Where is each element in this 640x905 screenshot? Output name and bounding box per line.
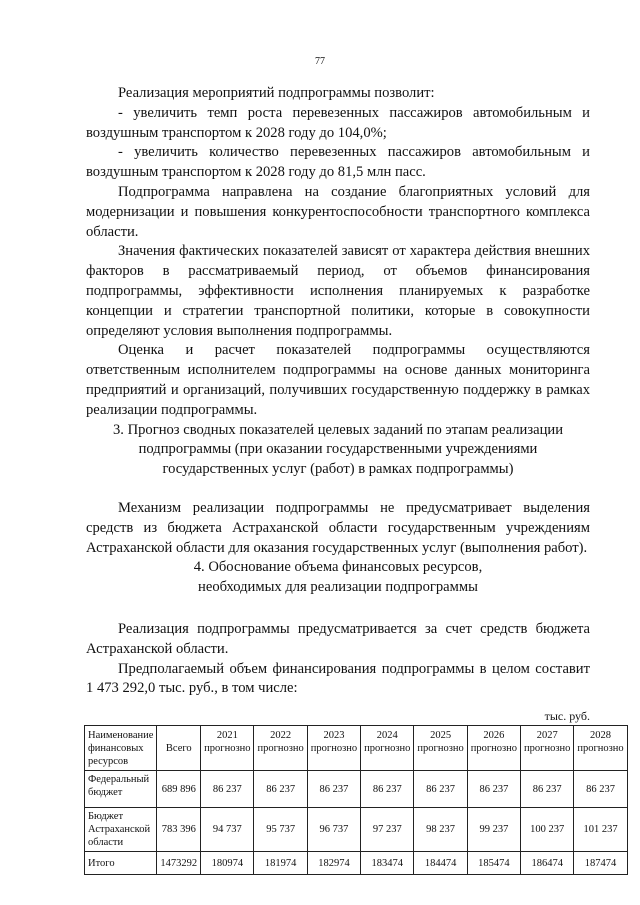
paragraph: Подпрограмма направлена на создание благоприятных условий для модернизации и повышения конкурентоспособности транспортного комплекса области. bbox=[86, 183, 590, 240]
header-year: 2021 прогнозно bbox=[201, 726, 254, 771]
row-value: 86 237 bbox=[414, 771, 467, 808]
row-total: 1473292 bbox=[157, 852, 201, 875]
table-header-row bbox=[85, 726, 628, 771]
row-value: 186474 bbox=[521, 852, 574, 875]
header-year: 2023 прогнозно bbox=[307, 726, 360, 771]
spacer bbox=[86, 480, 590, 499]
row-value: 86 237 bbox=[467, 771, 520, 808]
header-year: 2028 прогнозно bbox=[574, 726, 627, 771]
row-value: 86 237 bbox=[254, 771, 307, 808]
row-value: 98 237 bbox=[414, 808, 467, 852]
row-value: 86 237 bbox=[307, 771, 360, 808]
row-value: 99 237 bbox=[467, 808, 520, 852]
row-name: Итого bbox=[85, 852, 157, 875]
paragraph: Механизм реализации подпрограммы не предусматривает выделения средств из бюджета Астраханской области государственным учреждениям Астраханской области для оказания государственных услуг (выполнения работ). bbox=[86, 499, 590, 556]
paragraph: - увеличить количество перевезенных пассажиров автомобильным и воздушным транспортом к 2028 году до 81,5 млн пасс. bbox=[86, 144, 590, 181]
spacer bbox=[86, 598, 590, 620]
row-value: 182974 bbox=[307, 852, 360, 875]
row-value: 86 237 bbox=[361, 771, 414, 808]
header-total: Всего bbox=[157, 726, 201, 771]
table-row bbox=[85, 808, 628, 852]
document-body bbox=[86, 84, 624, 875]
row-value: 86 237 bbox=[201, 771, 254, 808]
row-value: 187474 bbox=[574, 852, 627, 875]
row-value: 97 237 bbox=[361, 808, 414, 852]
row-value: 86 237 bbox=[574, 771, 627, 808]
header-year: 2026 прогнозно bbox=[467, 726, 520, 771]
financing-table bbox=[84, 725, 628, 875]
units-label: тыс. руб. bbox=[544, 709, 590, 724]
header-year: 2025 прогнозно bbox=[414, 726, 467, 771]
row-value: 86 237 bbox=[521, 771, 574, 808]
paragraph: Значения фактических показателей зависят от характера действия внешних факторов в рассматриваемый период, от объемов финансирования подпрограммы, эффективности исполнения планируемых к разработке концепции и стратегии транспортной политики, которые в совокупности определяют условия выполнения подпрограммы. bbox=[86, 243, 590, 339]
row-value: 101 237 bbox=[574, 808, 627, 852]
table-row bbox=[85, 852, 628, 875]
row-name: Бюджет Астраханской области bbox=[85, 808, 157, 852]
paragraph: - увеличить темп роста перевезенных пассажиров автомобильным и воздушным транспортом к 2028 году до 104,0%; bbox=[86, 104, 590, 141]
row-value: 185474 bbox=[467, 852, 520, 875]
paragraph: Предполагаемый объем финансирования подпрограммы в целом составит 1 473 292,0 тыс. руб., в том числе: bbox=[86, 660, 590, 697]
section-heading-3: 3. Прогноз сводных показателей целевых заданий по этапам реализации подпрограммы (при оказании государственными учреждениями государственных услуг (работ) в рамках подпрограммы) bbox=[112, 421, 564, 478]
row-value: 95 737 bbox=[254, 808, 307, 852]
row-total: 783 396 bbox=[157, 808, 201, 852]
row-value: 183474 bbox=[361, 852, 414, 875]
paragraph: Реализация мероприятий подпрограммы позволит: bbox=[118, 85, 435, 101]
row-name: Федеральный бюджет bbox=[85, 771, 157, 808]
paragraph: Оценка и расчет показателей подпрограммы осуществляются ответственным исполнителем подпрограммы на основе данных мониторинга предприятий и организаций, получивших государственную поддержку в рамках реализации подпрограммы. bbox=[86, 342, 590, 418]
section-heading-4-line2: необходимых для реализации подпрограммы bbox=[198, 579, 478, 596]
header-year: 2024 прогнозно bbox=[361, 726, 414, 771]
header-year: 2027 прогнозно bbox=[521, 726, 574, 771]
row-value: 181974 bbox=[254, 852, 307, 875]
row-value: 100 237 bbox=[521, 808, 574, 852]
row-value: 96 737 bbox=[307, 808, 360, 852]
header-year: 2022 прогнозно bbox=[254, 726, 307, 771]
header-name: Наименование финансовых ресурсов bbox=[85, 726, 157, 771]
table-row bbox=[85, 771, 628, 808]
row-value: 184474 bbox=[414, 852, 467, 875]
row-value: 94 737 bbox=[201, 808, 254, 852]
paragraph: Реализация подпрограммы предусматривается за счет средств бюджета Астраханской области. bbox=[86, 620, 590, 657]
row-value: 180974 bbox=[201, 852, 254, 875]
section-heading-4-line1: 4. Обоснование объема финансовых ресурсов, bbox=[193, 559, 483, 576]
page-number: 77 bbox=[315, 56, 325, 67]
row-total: 689 896 bbox=[157, 771, 201, 808]
